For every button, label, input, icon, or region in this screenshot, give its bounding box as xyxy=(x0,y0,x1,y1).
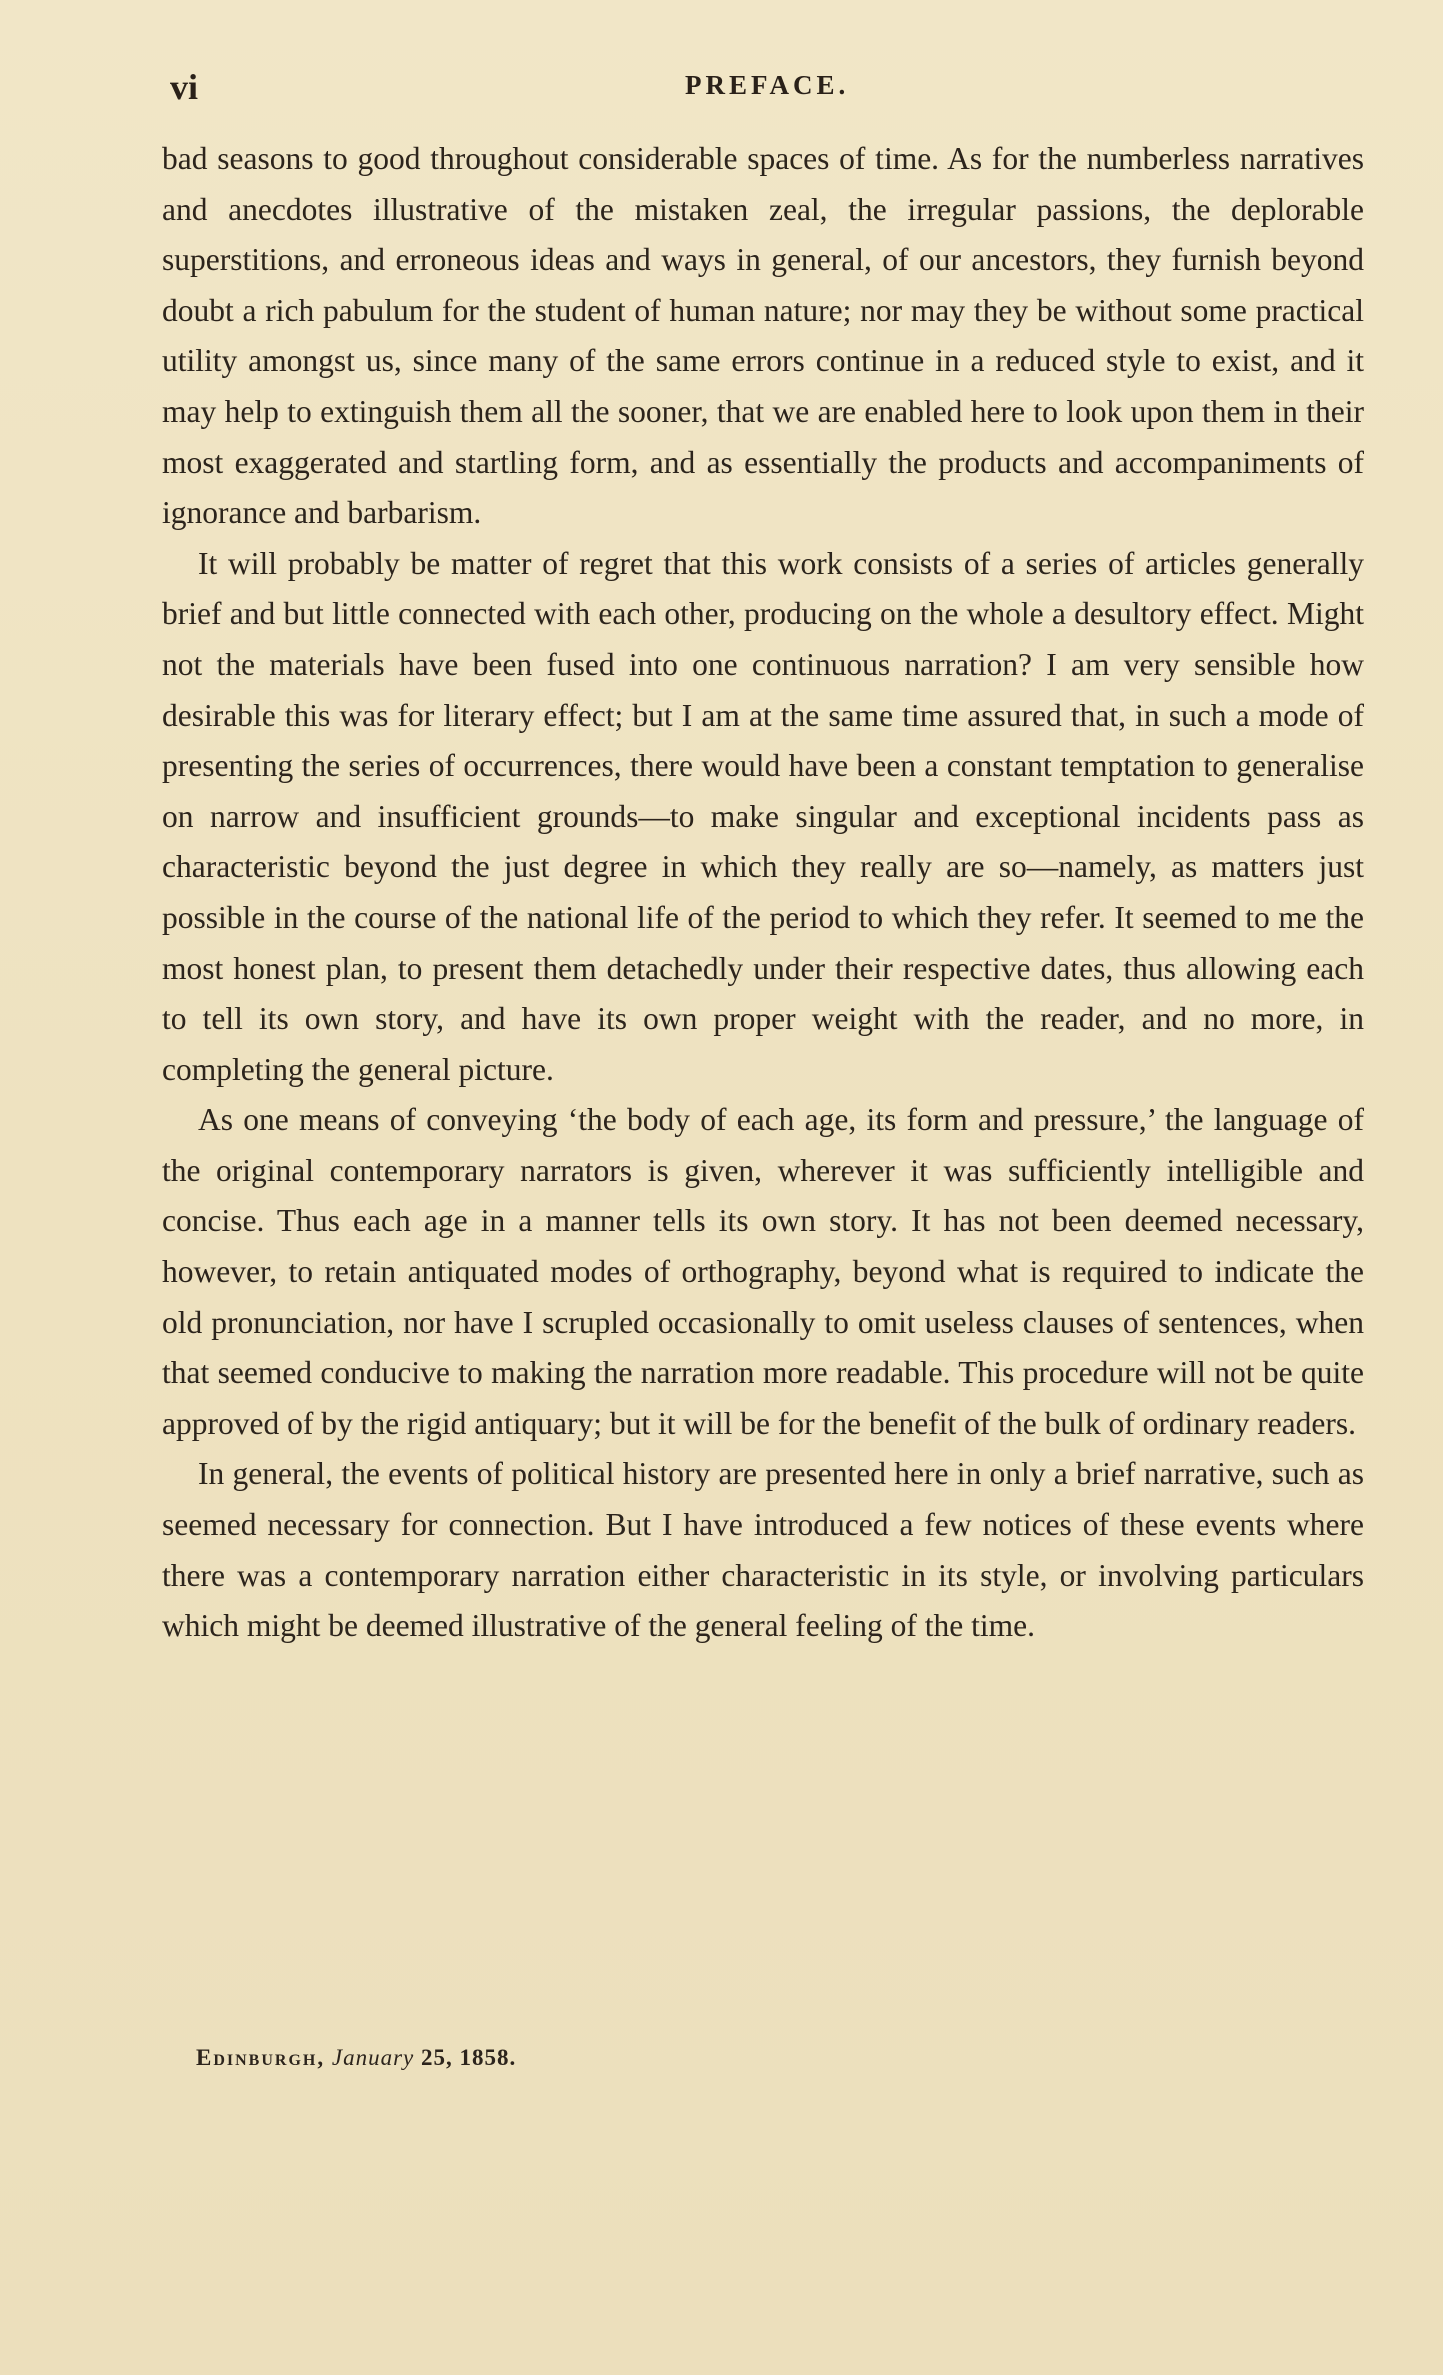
paragraph-2: It will probably be matter of regret that this work consists of a series of articles generally brief and but little connected with each other, producing on the whole a desultory effect. Might not the materials have been fused into one continuous narration? I am very sensible how desirable this was for literary effect; but I am at the same time assured that, in such a mode of presenting the series of occurrences, there would have been a constant temptation to generalise on narrow and insufficient grounds—to make singular and exceptional incidents pass as characteristic beyond the just degree in which they really are so—namely, as matters just possible in the course of the national life of the period to which they refer. It seemed to me the most honest plan, to present them detachedly under their respective dates, thus allowing each to tell its own story, and have its own proper weight with the reader, and no more, in completing the general picture. xyxy=(162,545,1364,1087)
paragraph-1: bad seasons to good throughout considerable spaces of time. As for the numberless narratives and anecdotes illustrative of the mistaken zeal, the irregular passions, the deplorable superstitions, and erroneous ideas and ways in general, of our ancestors, they furnish beyond doubt a rich pabulum for the student of human nature; nor may they be without some practical utility amongst us, since many of the same errors continue in a reduced style to exist, and it may help to extinguish them all the sooner, that we are enabled here to look upon them in their most exaggerated and startling form, and as essentially the products and accompaniments of ignorance and barbarism. xyxy=(162,141,1364,531)
running-head xyxy=(162,66,1362,116)
date-signoff xyxy=(196,2045,516,2071)
signoff-place: Edinburgh, xyxy=(196,2045,326,2070)
paragraph-4: In general, the events of political history are presented here in only a brief narrative, such as seemed necessary for connection. But I have introduced a few notices of these events where there was a contemporary narration either characteristic in its style, or involving particulars which might be deemed illustrative of the general feeling of the time. xyxy=(162,1456,1364,1644)
paragraph-3: As one means of conveying ‘the body of each age, its form and pressure,’ the language of the original contemporary narrators is given, wherever it was sufficiently intelligible and concise. Thus each age in a manner tells its own story. It has not been deemed necessary, however, to retain antiquated modes of orthography, beyond what is required to indicate the old pronunciation, nor have I scrupled occasionally to omit useless clauses of sentences, when that seemed conducive to making the narration more readable. This procedure will not be quite approved of by the rigid antiquary; but it will be for the benefit of the bulk of ordinary readers. xyxy=(162,1102,1364,1441)
signoff-month: January xyxy=(331,2045,415,2070)
preface-body xyxy=(162,134,1364,1652)
page-number: vi xyxy=(170,67,199,107)
running-title: PREFACE. xyxy=(685,70,850,100)
signoff-date: 25, 1858. xyxy=(420,2045,517,2070)
